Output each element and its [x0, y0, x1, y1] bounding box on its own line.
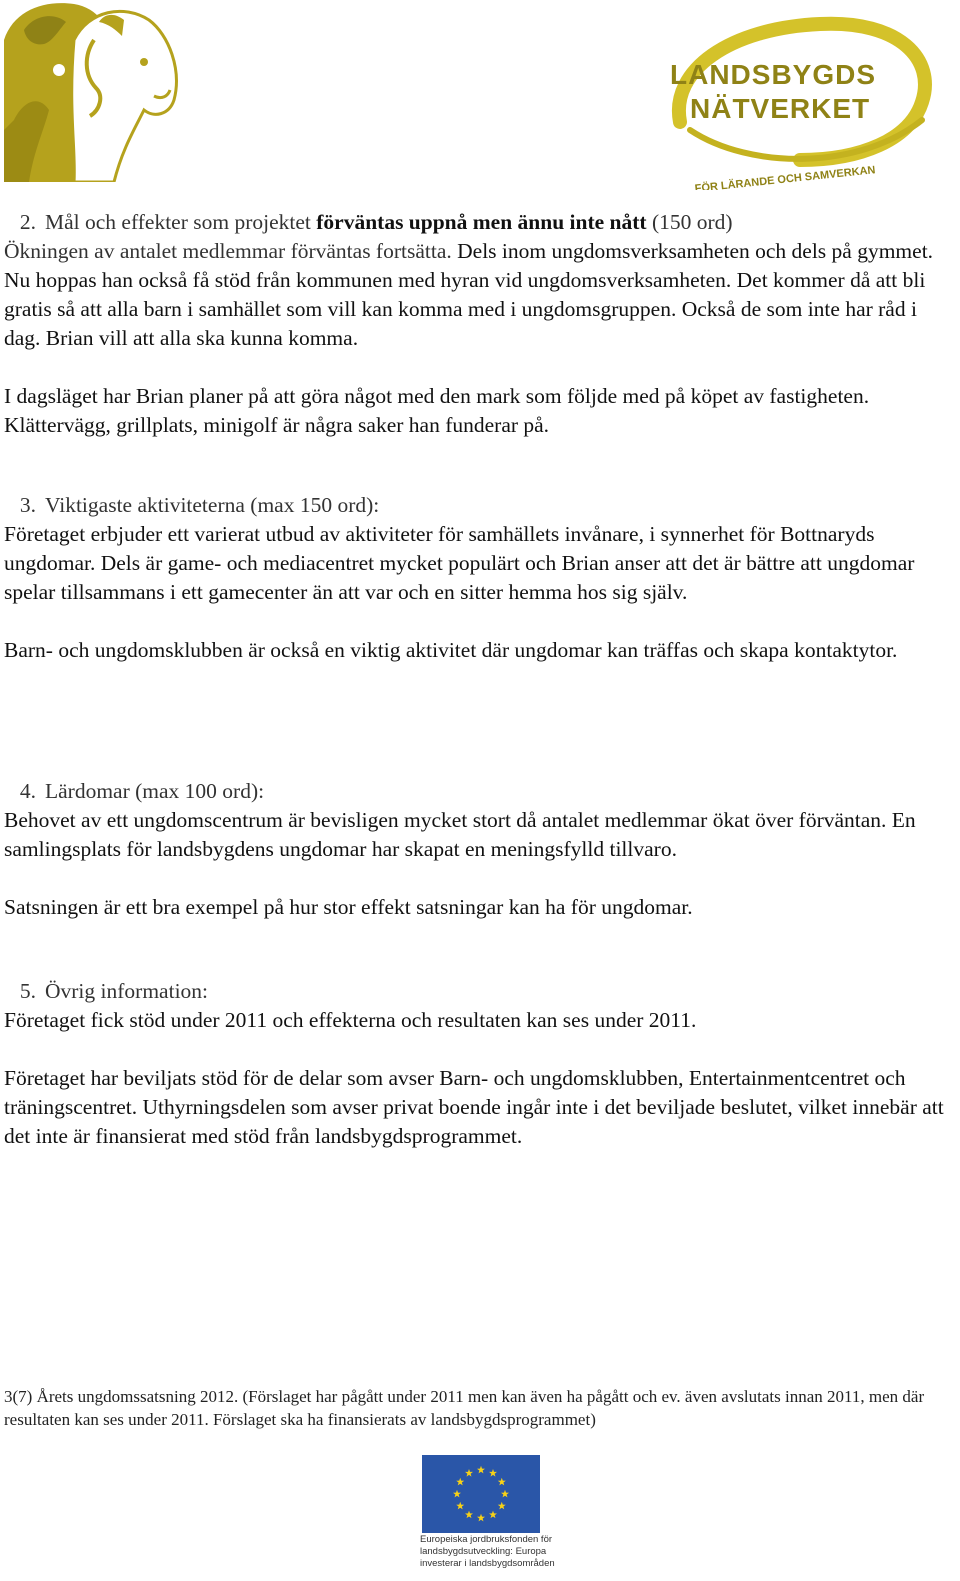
footnote-text: 3(7) Årets ungdomssatsning 2012. (Förslaget har pågått under 2011 men kan även ha pågått och ev. även avslutats innan 2011, men där resultaten kan ses under 2011. Förslaget ska ha finansierats av landsbygdsprogrammet): [4, 1387, 925, 1429]
page-footnote: [4, 1385, 954, 1431]
landsbygdsnatverket-logo: [660, 10, 940, 190]
section-4-heading: [4, 777, 954, 806]
paragraph: Företaget erbjuder ett varierat utbud av aktiviteter för samhällets invånare, i synnerhet för Bottnaryds ungdomar. Dels är game- och mediacentret mycket populärt och Brian anser att det är bättre att ungdomar spelar tillsammans i ett gamecenter än att var och en sitter hemma hos sig själv.: [4, 522, 915, 604]
heading-text: Lärdomar (max 100 ord):: [45, 779, 265, 803]
paragraph: Satsningen är ett bra exempel på hur stor effekt satsningar kan ha för ungdomar.: [4, 895, 693, 919]
paragraph-lead: Ökningen av antalet medlemmar förväntas fortsätta.: [4, 239, 452, 263]
eu-caption-line: investerar i landsbygdsområden: [420, 1558, 555, 1569]
sheep-logo-icon: [4, 0, 180, 182]
eu-caption-line: landsbygdsutveckling: Europa: [420, 1546, 547, 1557]
section-number: 5.: [19, 979, 36, 1003]
section-number: 2.: [19, 210, 36, 234]
section-5-heading: [4, 977, 954, 1006]
logo-line1: LANDSBYGDS: [670, 59, 877, 90]
paragraph: Företaget har beviljats stöd för de delar som avser Barn- och ungdomsklubben, Entertainmentcentret och träningscentret. Uthyrningsdelen som avser privat boende ingår inte i det beviljade beslutet, vilket innebär att det inte är finansierat med stöd från landsbygdsprogrammet.: [4, 1066, 944, 1148]
paragraph: I dagsläget har Brian planer på att göra något med den mark som följde med på köpet av fastigheten. Klättervägg, grillplats, minigolf är några saker han funderar på.: [4, 384, 870, 437]
paragraph: [4, 237, 954, 353]
eu-caption: [420, 1534, 555, 1570]
heading-suffix: (150 ord): [646, 210, 733, 234]
section-5: [4, 977, 954, 1151]
paragraph: Barn- och ungdomsklubben är också en viktig aktivitet där ungdomar kan träffas och skapa kontaktytor.: [4, 638, 898, 662]
heading-text: Viktigaste aktiviteterna (max 150 ord):: [45, 493, 380, 517]
eu-caption-line: Europeiska jordbruksfonden för: [420, 1534, 553, 1545]
section-number: 3.: [19, 493, 36, 517]
section-number: 4.: [19, 779, 36, 803]
paragraph: Behovet av ett ungdomscentrum är bevisligen mycket stort då antalet medlemmar ökat över förväntan. En samlingsplats för landsbygdens ungdomar har skapat en meningsfylld tillvaro.: [4, 808, 916, 861]
section-4: [4, 777, 954, 922]
section-3: [4, 491, 954, 665]
heading-text: Övrig information:: [45, 979, 209, 1003]
heading-bold-text: förväntas uppnå men ännu inte nått: [316, 210, 647, 234]
section-2-heading: [4, 208, 954, 237]
logo-swoosh-icon: [660, 10, 940, 190]
paragraph-rest: Dels inom ungdomsverksamheten och dels på gymmet. Nu hoppas han också få stöd från kommunen med hyran vid ungdomsverksamheten. Det kommer då att bli gratis så att alla barn i samhället som vill kan komma med i ungdomsgruppen. Också de som inte har råd i dag. Brian vill att alla ska kunna komma.: [4, 239, 934, 350]
section-3-heading: [4, 491, 954, 520]
logo-tagline: FÖR LÄRANDE OCH SAMVERKAN: [694, 164, 876, 190]
section-2: [4, 208, 954, 440]
heading-text: Mål och effekter som projektet: [45, 210, 317, 234]
paragraph: Företaget fick stöd under 2011 och effekterna och resultaten kan ses under 2011.: [4, 1008, 697, 1032]
logo-line2: NÄTVERKET: [690, 93, 871, 124]
